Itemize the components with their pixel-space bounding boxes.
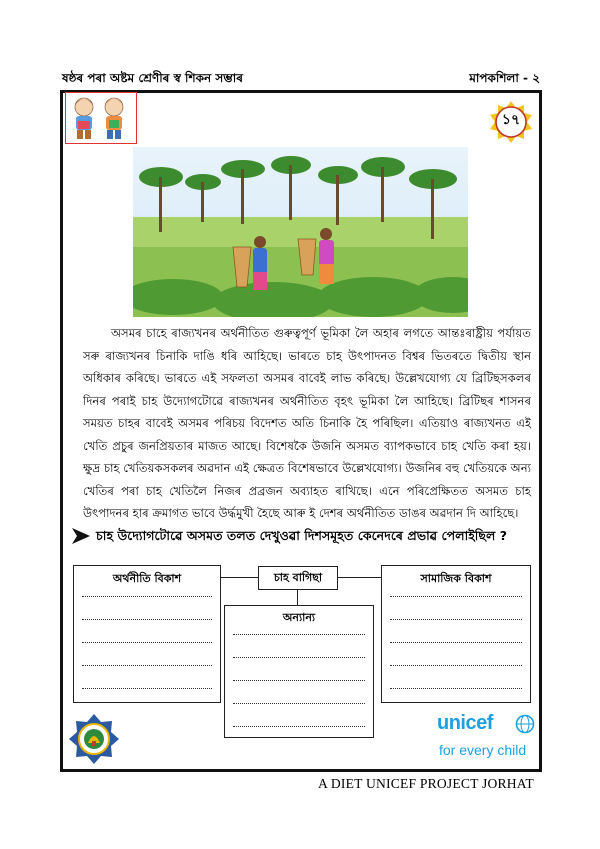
connector-down <box>297 590 298 606</box>
answer-line[interactable] <box>233 703 365 704</box>
economic-development-box <box>73 565 221 703</box>
economic-development-title: অৰ্থনীতি বিকাশ <box>112 572 182 585</box>
header-title: ষষ্ঠৰ পৰা অষ্টম শ্ৰেণীৰ স্ব শিকন সম্ভাৰ <box>62 71 243 85</box>
globe-icon <box>515 714 535 734</box>
others-title: অন্যান্য <box>282 611 316 624</box>
diet-logo <box>65 712 123 766</box>
social-development-box <box>381 565 531 703</box>
unicef-logo <box>437 712 537 768</box>
answer-line[interactable] <box>233 726 365 727</box>
answer-line[interactable] <box>82 688 212 689</box>
answer-line[interactable] <box>82 642 212 643</box>
answer-line[interactable] <box>390 642 522 643</box>
question-text: চাহ উদ্যোগটোৱে অসমত তলত দেখুওৱা দিশসমূহত কেনেদৰে প্ৰভাৱ পেলাইছিল ? <box>96 528 508 543</box>
arrow-right-icon <box>72 528 90 544</box>
others-box <box>224 605 374 738</box>
answer-line[interactable] <box>390 688 522 689</box>
tea-garden-box: চাহ বাগিছা <box>258 566 338 590</box>
answer-line[interactable] <box>233 657 365 658</box>
worksheet-label: মাপকশিলা - ২ <box>469 71 540 85</box>
social-development-title: সামাজিক বিকাশ <box>420 572 492 585</box>
page-number: ১৭ <box>501 112 521 128</box>
answer-line[interactable] <box>390 619 522 620</box>
footer-project: A DIET UNICEF PROJECT JORHAT <box>318 776 534 791</box>
connector-left <box>220 577 258 578</box>
answer-line[interactable] <box>390 596 522 597</box>
page-header <box>62 68 540 88</box>
tea-garden-illustration <box>133 147 468 317</box>
answer-line[interactable] <box>82 665 212 666</box>
answer-line[interactable] <box>390 665 522 666</box>
answer-line[interactable] <box>82 619 212 620</box>
unicef-brand: unicef <box>437 712 493 734</box>
answer-line[interactable] <box>233 634 365 635</box>
tea-industry-paragraph: অসমৰ চাহে ৰাজ্যখনৰ অৰ্থনীতিত গুৰুত্বপূৰ্ণ ভূমিকা লৈ অহাৰ লগতে আন্তঃৰাষ্ট্ৰীয় পৰ্যায়ত সৰু ৰাজ্যখনৰ চিনাকি দাঙি ধৰি আহিছে। ভাৰতে চাহ উৎপাদনত বিশ্বৰ ভিতৰতে দ্বিতীয় স্থান অধিকাৰ কৰিছে। ভাৰতে এই সফলতা অসমৰ বাবেই লাভ কৰিছে। উল্লেখযোগ্য যে ব্ৰিটিছসকলৰ দিনৰ পৰাই চাহ উদ্যোগটোৱে ৰাজ্যখনৰ অৰ্থনীতিত বৃহৎ ভূমিকা লৈ আহিছে। ব্ৰিটিছৰ শাসনৰ সময়ত চাহৰ বাবেই অসমৰ পৰিচয় বিদেশত অতি চিনাকি হৈ পৰিছিল। এতিয়াও ৰাজ্যখনত এই খেতি প্ৰচুৰ জনপ্ৰিয়তাৰ মাজত আছে। বিশেষকৈ উজনি অসমত ব্যাপকভাবে চাহ খেতি কৰা হয়। ক্ষুদ্ৰ চাহ খেতিয়কসকলৰ অৱদান এই ক্ষেত্ৰত বিশেষভাবে উল্লেখযোগ্য। উজনিৰ বহু খেতিয়কে অন্য খেতিৰ পৰা চাহ খেতিলৈ নিজৰ প্ৰব্ৰজন অব্যাহত ৰাখিছে। এনে পৰিপ্ৰেক্ষিতত অসমত চাহ উৎপাদনৰ হাৰ ক্ৰমাগত ভাবে উৰ্দ্ধমুখী হৈছে আৰু ই দেশৰ অৰ্থনীতিত ডাঙৰ অৱদান দি আহিছে। <box>83 326 531 520</box>
connector-right <box>338 577 382 578</box>
children-reading-illustration <box>65 92 137 144</box>
answer-line[interactable] <box>233 680 365 681</box>
unicef-tagline: for every child <box>439 742 527 758</box>
answer-line[interactable] <box>82 596 212 597</box>
